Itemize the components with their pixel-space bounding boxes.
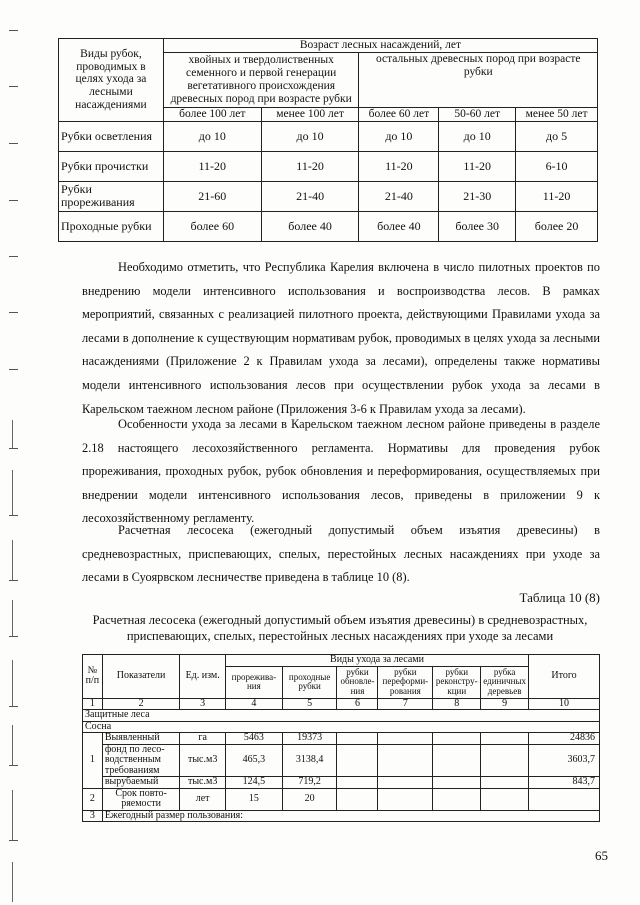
- cell: 11-20: [439, 151, 516, 181]
- table-row: [83, 810, 600, 822]
- cell: 21-60: [163, 181, 261, 211]
- total: 24836: [529, 733, 600, 745]
- page-number: 65: [595, 848, 608, 863]
- cell: 11-20: [261, 151, 359, 181]
- table-row: [83, 744, 600, 777]
- cell: более 60: [163, 211, 261, 241]
- row-name: фонд по лесо-водственным требованиям: [102, 744, 180, 777]
- cell: 6-10: [516, 151, 598, 181]
- cell: более 40: [261, 211, 359, 241]
- subheader-age: менее 100 лет: [261, 107, 359, 121]
- subheader-age: менее 50 лет: [516, 107, 598, 121]
- subheader-age: более 60 лет: [359, 107, 439, 121]
- column-number: 2: [102, 698, 180, 710]
- paragraph-pilot-project: Необходимо отметить, что Республика Карелия включена в число пилотных проектов по внедрению модели интенсивного использования и воспроизводства лесов. В рамках мероприятий, связанных с реализацией пилотного проекта, действующими Правилами ухода за лесами в дополнение к существующим нормативам рубок, проводимых в целях ухода за лесными насаждениями (Приложение 2 к Правилам ухода за лесами), определены также нормативы модели интенсивного использования лесов при осуществлении рубок ухода за лесами в Карельском таежном лесном районе (Приложения 3-6 к Правилам ухода за лесами).: [82, 260, 600, 416]
- subheader-age: 50-60 лет: [439, 107, 516, 121]
- column-number: 5: [282, 698, 337, 710]
- allowable-cut-table: [82, 654, 600, 822]
- table-row: [59, 151, 598, 181]
- cell: более 40: [359, 211, 439, 241]
- row-name: Проходные рубки: [59, 211, 164, 241]
- cell: 5463: [225, 733, 282, 745]
- cell: 21-30: [439, 181, 516, 211]
- table-row: [83, 777, 600, 789]
- header-unit: Ед. изм.: [180, 655, 226, 699]
- column-number: 9: [481, 698, 529, 710]
- row-number: 2: [83, 788, 103, 810]
- column-numbers-row: [83, 698, 600, 710]
- table-row: [59, 211, 598, 241]
- unit: тыс.м3: [180, 744, 226, 777]
- column-number: 3: [180, 698, 226, 710]
- table-row: [59, 121, 598, 151]
- unit: тыс.м3: [180, 777, 226, 789]
- column-number: 6: [337, 698, 378, 710]
- row-name: Рубки осветления: [59, 121, 164, 151]
- row-name: вырубаемый: [102, 777, 180, 789]
- row-number: 3: [83, 810, 103, 822]
- header-no: № п/п: [83, 655, 103, 699]
- row-name: Рубки прореживания: [59, 181, 164, 211]
- cell: 19373: [282, 733, 337, 745]
- cell: до 10: [359, 121, 439, 151]
- cell: 11-20: [163, 151, 261, 181]
- total: 843,7: [529, 777, 600, 789]
- table-caption: Расчетная лесосека (ежегодный допустимый объем изъятия древесины) в средневозрастных, приспевающих, спелых, перестойных лесных насаждениях при уходе за лесами: [92, 613, 588, 643]
- cell: 3138,4: [282, 744, 337, 777]
- cell: 21-40: [359, 181, 439, 211]
- row-number: 1: [83, 733, 103, 789]
- column-number: 10: [529, 698, 600, 710]
- unit: лет: [180, 788, 226, 810]
- cell: 11-20: [359, 151, 439, 181]
- table-row: [83, 788, 600, 810]
- header-type: рубка единичных деревьев: [481, 666, 529, 698]
- column-number: 4: [225, 698, 282, 710]
- table-row: [83, 733, 600, 745]
- table-number: Таблица 10 (8): [519, 590, 600, 605]
- subheader-age: более 100 лет: [163, 107, 261, 121]
- cell: 21-40: [261, 181, 359, 211]
- cell: более 20: [516, 211, 598, 241]
- column-number: 7: [378, 698, 433, 710]
- header-type: проходные рубки: [282, 666, 337, 698]
- cell: до 10: [261, 121, 359, 151]
- total: 3603,7: [529, 744, 600, 777]
- cell: до 10: [163, 121, 261, 151]
- cell: 15: [225, 788, 282, 810]
- column-number: 1: [83, 698, 103, 710]
- header-type: прорежива-ния: [225, 666, 282, 698]
- header-felling-types: Виды рубок, проводимых в целях ухода за лесными насаждениями: [59, 39, 164, 122]
- row-name: Рубки прочистки: [59, 151, 164, 181]
- cell: до 5: [516, 121, 598, 151]
- header-group-coniferous: хвойных и твердолиственных семенного и первой генерации вегетативного происхождения древесных пород при возрасте рубки: [163, 52, 359, 107]
- row-name: Срок повто-ряемости: [102, 788, 180, 810]
- cell: более 30: [439, 211, 516, 241]
- cell: до 10: [439, 121, 516, 151]
- column-number: 8: [433, 698, 481, 710]
- row-name: Ежегодный размер пользования:: [102, 810, 599, 822]
- page-margin-marks: [0, 0, 30, 905]
- cell: 11-20: [516, 181, 598, 211]
- cell: 20: [282, 788, 337, 810]
- header-type: рубки обновле-ния: [337, 666, 378, 698]
- species-pine: Сосна: [83, 721, 600, 733]
- header-care-types: Виды ухода за лесами: [225, 655, 528, 667]
- header-total: Итого: [529, 655, 600, 699]
- header-indicators: Показатели: [102, 655, 180, 699]
- row-name: Выявленный: [102, 733, 180, 745]
- cell: 465,3: [225, 744, 282, 777]
- unit: га: [180, 733, 226, 745]
- header-stand-age: Возраст лесных насаждений, лет: [163, 39, 597, 53]
- paragraph-features: Особенности ухода за лесами в Карельском таежном лесном районе приведены в разделе 2.18 настоящего лесохозяйственного регламента. Нормативы для проведения рубок прореживания, проходных рубок, рубок обновления и переформирования, осуществляемых при внедрении модели интенсивного использования лесов, приведены в приложении 9 к лесохозяйственному регламенту.: [82, 417, 600, 526]
- header-type: рубки переформи-рования: [378, 666, 433, 698]
- cell: 124,5: [225, 777, 282, 789]
- table-row: [59, 181, 598, 211]
- paragraph-allowable-cut: Расчетная лесосека (ежегодный допустимый объем изъятия древесины) в средневозрастных, приспевающих, спелых, перестойных лесных насаждениях при уходе за лесами в Суоярвском лесничестве приведена в таблице 10 (8).: [82, 523, 600, 585]
- section-protective-forests: Защитные леса: [83, 710, 600, 722]
- header-group-other: остальных древесных пород при возрасте рубки: [359, 52, 598, 107]
- header-type: рубки реконстру-кции: [433, 666, 481, 698]
- felling-norms-table: [58, 38, 598, 242]
- cell: 719,2: [282, 777, 337, 789]
